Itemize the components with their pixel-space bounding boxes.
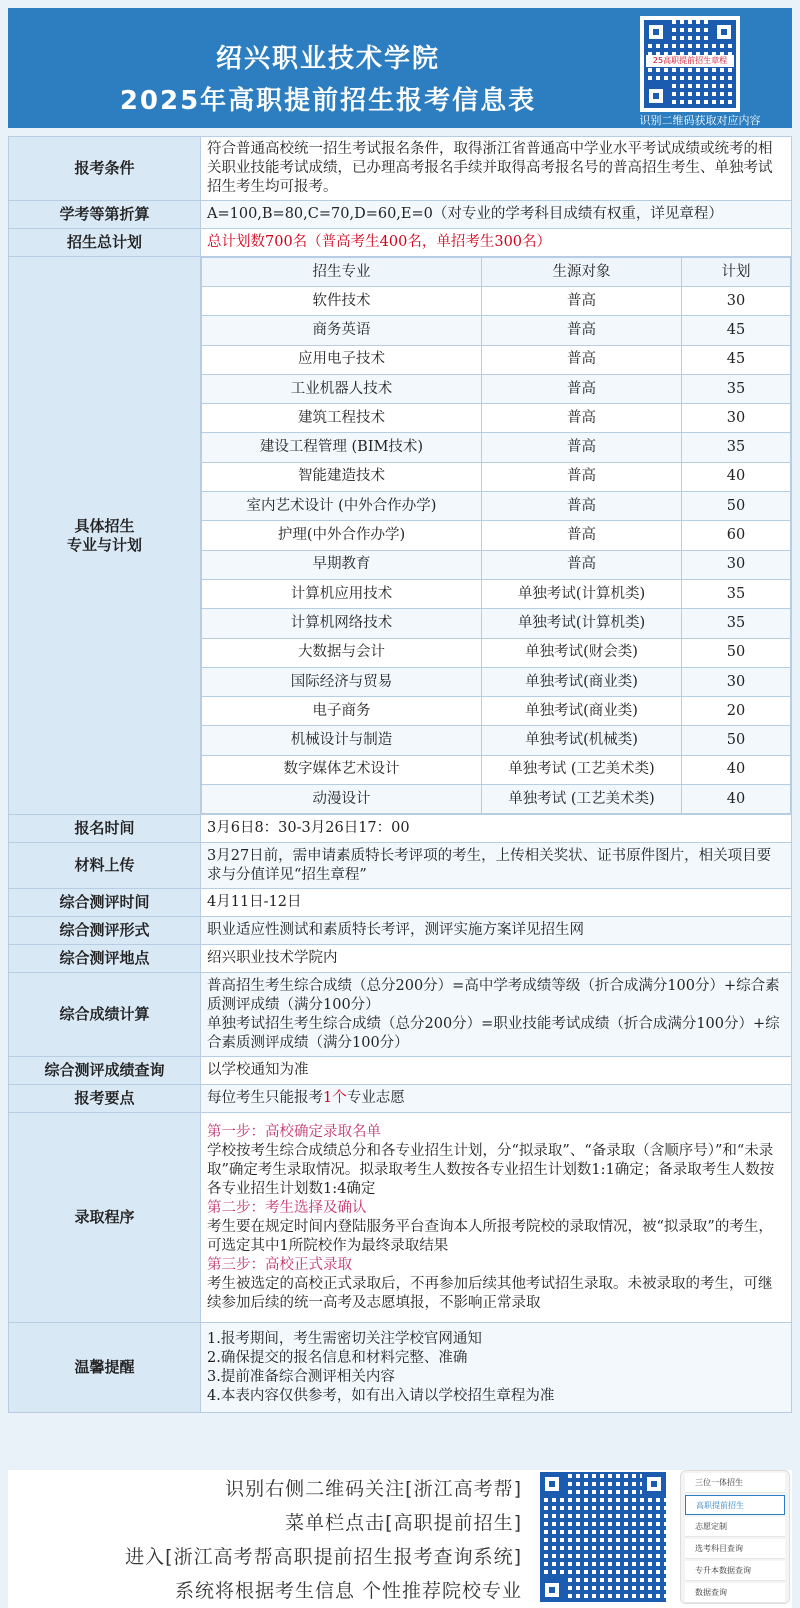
major-plan: 35: [682, 374, 791, 403]
major-row: [202, 579, 791, 608]
major-plan: 45: [682, 345, 791, 374]
major-row: [202, 316, 791, 345]
label-conditions: 报考条件: [9, 137, 201, 201]
reminder-item: 3.提前准备综合测评相关内容: [207, 1368, 395, 1385]
major-row: [202, 404, 791, 433]
major-name: 电子商务: [202, 697, 482, 726]
major-row: [202, 433, 791, 462]
label-grade-conversion: 学考等第折算: [9, 201, 201, 229]
header-banner: [8, 8, 792, 128]
major-plan: 30: [682, 550, 791, 579]
major-plan: 50: [682, 726, 791, 755]
majors-header-major: 招生专业: [202, 258, 482, 287]
majors-cell: [201, 257, 792, 815]
value-score-query: 以学校通知为准: [201, 1057, 792, 1085]
major-plan: 45: [682, 316, 791, 345]
label-registration-time: 报名时间: [9, 815, 201, 843]
value-reminder: [201, 1323, 792, 1413]
major-plan: 30: [682, 287, 791, 316]
major-plan: 40: [682, 462, 791, 491]
major-name: 软件技术: [202, 287, 482, 316]
label-eval-place: 综合测评地点: [9, 945, 201, 973]
footer-line: 识别右侧二维码关注[浙江高考帮]: [225, 1478, 522, 1500]
footer-promo: [8, 1470, 792, 1608]
major-plan: 50: [682, 638, 791, 667]
menu-screenshot: [680, 1470, 790, 1604]
info-table: [8, 136, 792, 1413]
major-row: [202, 345, 791, 374]
major-name: 护理(中外合作办学): [202, 521, 482, 550]
label-eval-time: 综合测评时间: [9, 889, 201, 917]
major-name: 计算机应用技术: [202, 579, 482, 608]
major-plan: 60: [682, 521, 791, 550]
major-source: 单独考试 (工艺美术类): [482, 755, 682, 784]
admission-step1-title: 第一步：高校确定录取名单: [207, 1123, 381, 1140]
key-points-text-end: 专业志愿: [346, 1090, 405, 1107]
major-name: 早期教育: [202, 550, 482, 579]
major-source: 普高: [482, 316, 682, 345]
major-source: 普高: [482, 433, 682, 462]
admission-step2-title: 第二步：考生选择及确认: [207, 1199, 367, 1216]
major-row: [202, 374, 791, 403]
menu-item: 三位一体招生: [685, 1473, 785, 1493]
major-row: [202, 492, 791, 521]
major-source: 单独考试 (工艺美术类): [482, 785, 682, 814]
reminder-item: 4.本表内容仅供参考，如有出入请以学校招生章程为准: [207, 1387, 555, 1404]
label-majors: [9, 257, 201, 815]
label-score-query: 综合测评成绩查询: [9, 1057, 201, 1085]
major-plan: 30: [682, 404, 791, 433]
score-calc-general: 普高招生考生综合成绩（总分200分）=高中学考成绩等级（折合成满分100分）+综合素质测评成绩（满分100分）: [207, 977, 780, 1013]
major-source: 普高: [482, 462, 682, 491]
value-total-plan: 总计划数700名（普高考生400名，单招考生300名）: [201, 229, 792, 257]
value-admission: [201, 1113, 792, 1323]
value-eval-form: 职业适应性测试和素质特长考评，测评实施方案详见招生网: [201, 917, 792, 945]
major-source: 单独考试(财会类): [482, 638, 682, 667]
major-source: 普高: [482, 550, 682, 579]
admission-step3-title: 第三步：高校正式录取: [207, 1256, 352, 1273]
majors-header-source: 生源对象: [482, 258, 682, 287]
reminder-item: 2.确保提交的报名信息和材料完整、准确: [207, 1349, 468, 1366]
menu-item: 专升本数据查询: [685, 1561, 785, 1581]
major-name: 应用电子技术: [202, 345, 482, 374]
majors-table: [201, 257, 791, 814]
major-plan: 35: [682, 579, 791, 608]
major-name: 商务英语: [202, 316, 482, 345]
major-name: 国际经济与贸易: [202, 667, 482, 696]
qr-caption: 识别二维码获取对应内容: [639, 114, 761, 127]
major-source: 普高: [482, 345, 682, 374]
major-name: 建筑工程技术: [202, 404, 482, 433]
major-name: 工业机器人技术: [202, 374, 482, 403]
score-calc-separate: 单独考试招生考生综合成绩（总分200分）=职业技能考试成绩（折合成满分100分）+综合素质测评成绩（满分100分）: [207, 1015, 780, 1051]
footer-line: 进入[浙江高考帮高职提前招生报考查询系统]: [125, 1546, 522, 1568]
key-points-highlight: 1个: [323, 1090, 347, 1107]
major-name: 动漫设计: [202, 785, 482, 814]
value-material-upload: 3月27日前，需申请素质特长考评项的考生，上传相关奖状、证书原件图片，相关项目要求与分值详见“招生章程”: [201, 843, 792, 889]
major-row: [202, 462, 791, 491]
label-majors-text: 具体招生 专业与计划: [66, 516, 142, 554]
major-source: 普高: [482, 404, 682, 433]
value-registration-time: 3月6日8：30-3月26日17：00: [201, 815, 792, 843]
major-row: [202, 726, 791, 755]
major-source: 普高: [482, 492, 682, 521]
major-source: 单独考试(计算机类): [482, 579, 682, 608]
major-row: [202, 697, 791, 726]
label-reminder: 温馨提醒: [9, 1323, 201, 1413]
label-admission: 录取程序: [9, 1113, 201, 1323]
major-source: 单独考试(商业类): [482, 667, 682, 696]
menu-item-active: 高职提前招生: [685, 1495, 785, 1515]
label-score-calc: 综合成绩计算: [9, 973, 201, 1057]
major-source: 单独考试(商业类): [482, 697, 682, 726]
key-points-text: 每位考生只能报考: [207, 1090, 323, 1107]
majors-header-plan: 计划: [682, 258, 791, 287]
value-key-points: [201, 1085, 792, 1113]
major-name: 智能建造技术: [202, 462, 482, 491]
major-plan: 35: [682, 433, 791, 462]
admission-step2-text: 考生要在规定时间内登陆服务平台查询本人所报考院校的录取情况，被“拟录取”的考生，可选定其中1所院校作为最终录取结果: [207, 1218, 773, 1254]
menu-item: 选考科目查询: [685, 1539, 785, 1559]
major-name: 计算机网络技术: [202, 609, 482, 638]
footer-line: 菜单栏点击[高职提前招生]: [285, 1512, 522, 1534]
major-name: 室内艺术设计 (中外合作办学): [202, 492, 482, 521]
major-row: [202, 521, 791, 550]
major-source: 普高: [482, 521, 682, 550]
major-plan: 30: [682, 667, 791, 696]
major-source: 普高: [482, 287, 682, 316]
major-plan: 40: [682, 785, 791, 814]
major-row: [202, 550, 791, 579]
major-name: 建设工程管理 (BIM技术): [202, 433, 482, 462]
value-grade-conversion: A=100,B=80,C=70,D=60,E=0（对专业的学考科目成绩有权重，详见章程）: [201, 201, 792, 229]
admission-step1-text: 学校按考生综合成绩总分和各专业招生计划，分“拟录取”、“备录取（含顺序号）”和“未录取”确定考生录取情况。拟录取考生人数按各专业招生计划数1:1确定；备录取考生人数按各专业招生计划数1:4确定: [207, 1142, 775, 1197]
qr-code-top[interactable]: [640, 16, 740, 112]
label-key-points: 报考要点: [9, 1085, 201, 1113]
major-plan: 40: [682, 755, 791, 784]
major-row: [202, 785, 791, 814]
admission-step3-text: 考生被选定的高校正式录取后，不再参加后续其他考试招生录取。未被录取的考生，可继续参加后续的统一高考及志愿填报，不影响正常录取: [207, 1275, 773, 1311]
value-conditions: 符合普通高校统一招生考试报名条件，取得浙江省普通高中学业水平考试成绩或统考的相关职业技能考试成绩，已办理高考报名手续并取得高考报名号的普高招生考生、单独考试招生考生均可报考。: [201, 137, 792, 201]
label-total-plan: 招生总计划: [9, 229, 201, 257]
menu-item: 数据查询: [685, 1583, 785, 1603]
major-plan: 50: [682, 492, 791, 521]
page-title: 绍兴职业技术学院: [215, 44, 440, 74]
major-row: [202, 287, 791, 316]
label-material-upload: 材料上传: [9, 843, 201, 889]
major-name: 机械设计与制造: [202, 726, 482, 755]
major-row: [202, 609, 791, 638]
major-source: 普高: [482, 374, 682, 403]
major-row: [202, 755, 791, 784]
major-plan: 35: [682, 609, 791, 638]
label-eval-form: 综合测评形式: [9, 917, 201, 945]
major-plan: 20: [682, 697, 791, 726]
value-score-calc: [201, 973, 792, 1057]
major-source: 单独考试(机械类): [482, 726, 682, 755]
value-eval-place: 绍兴职业技术学院内: [201, 945, 792, 973]
footer-line: 系统将根据考生信息 个性推荐院校专业: [174, 1580, 522, 1602]
major-source: 单独考试(计算机类): [482, 609, 682, 638]
page-subtitle: 2025年高职提前招生报考信息表: [119, 86, 537, 116]
value-eval-time: 4月11日-12日: [201, 889, 792, 917]
reminder-item: 1.报考期间，考生需密切关注学校官网通知: [207, 1330, 482, 1347]
major-name: 大数据与会计: [202, 638, 482, 667]
qr-code-bottom[interactable]: [538, 1470, 668, 1604]
major-row: [202, 638, 791, 667]
qr-label: 25高职提前招生章程: [646, 55, 734, 67]
menu-item: 志愿定制: [685, 1517, 785, 1537]
major-row: [202, 667, 791, 696]
major-name: 数字媒体艺术设计: [202, 755, 482, 784]
